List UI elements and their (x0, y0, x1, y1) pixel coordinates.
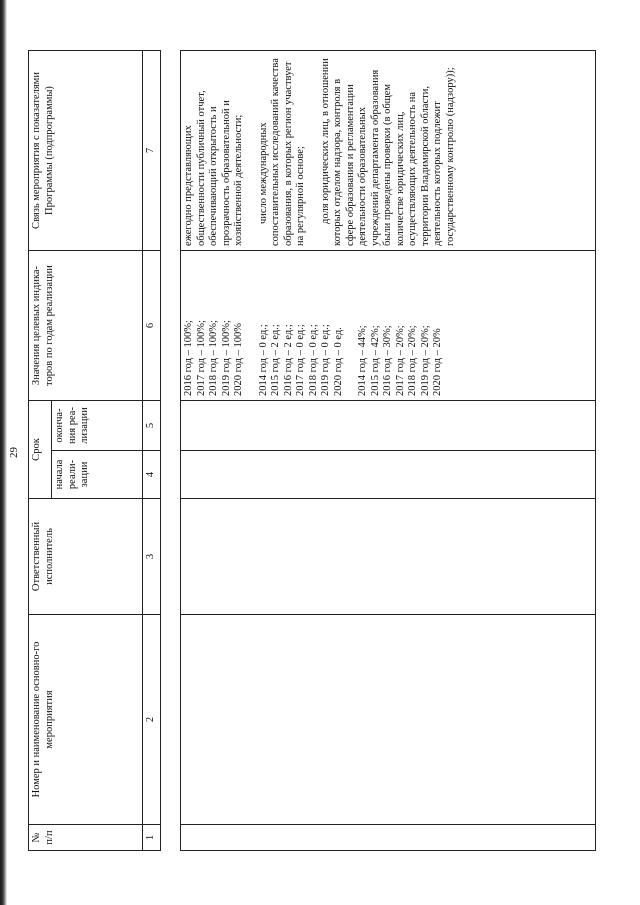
indicator-line: 2016 год – 100%; (183, 320, 194, 396)
indicator-line: 2018 год – 100%; (208, 320, 219, 396)
header-table (28, 50, 161, 851)
header-col-measure: Номер и наименование основно-го мероприятия (29, 615, 143, 825)
cell-indicators (181, 251, 596, 401)
indicator-line: 2019 год – 20%; (419, 325, 431, 396)
page-number: 29 (8, 447, 20, 458)
column-number-3: 3 (143, 499, 161, 615)
column-number-4: 4 (143, 451, 161, 499)
indicator-line: 2017 год – 20%; (394, 325, 406, 396)
indicator-line: 2020 год – 100% (233, 323, 244, 396)
column-number-2: 2 (143, 615, 161, 825)
header-col-number: № п/п (29, 825, 143, 851)
indicator-line: 2019 год – 0 ед.; (320, 324, 331, 396)
header-col-executor: Ответственный исполнитель (29, 499, 143, 615)
header-col-indicators: Значения целевых индика-торов по годам реализации (29, 251, 143, 401)
cell-measure (181, 615, 596, 825)
cell-start (181, 451, 596, 499)
cell-link (181, 51, 596, 251)
link-text-1: ежегодно представляющих общественности публичный отчет, обеспечивающий открытость и прозрачность образовательной и хозяйственной деятельности; (183, 90, 244, 246)
cell-end (181, 401, 596, 451)
indicator-line: 2020 год – 20% (432, 328, 443, 396)
header-col-term: Срок (29, 401, 52, 499)
header-col-link: Связь мероприятия с показателями Программы (подпрограммы) (29, 51, 143, 251)
column-number-1: 1 (143, 825, 161, 851)
indicator-line: 2015 год – 2 ед.; (270, 324, 281, 396)
header-col-start: начала реали-зации (52, 451, 143, 499)
link-text-2: число международных сопоставительных исследований качества образования, в которых регион участвует на регулярной основе; (257, 58, 306, 246)
indicator-line: 2014 год – 0 ед.; (257, 324, 269, 396)
indicator-line: 2020 год – 0 ед. (332, 327, 344, 396)
link-text-3: доля юридических лиц, в отношении которых отделом надзора, контроля в сфере образования и регламентации деятельности образовательных учреждений департамента образования были проведены проверки (в общем количестве юридических лиц, осуществляющих деятельность на территории Владимирской области, деятельность которых подлежит государственному контролю (надзору)); (319, 58, 456, 246)
body-table (180, 50, 596, 851)
cell-number (181, 825, 596, 851)
indicator-line: 2015 год – 42%; (369, 325, 381, 396)
column-number-5: 5 (143, 401, 161, 451)
cell-executor (181, 499, 596, 615)
indicator-line: 2017 год – 0 ед.; (295, 324, 306, 396)
table-row (181, 51, 596, 851)
indicator-line: 2014 год – 44%; (357, 325, 368, 396)
indicator-line: 2016 год – 30%; (382, 325, 393, 396)
header-col-end: оконча-ния реа-лизации (52, 401, 143, 451)
indicator-line: 2018 год – 0 ед.; (307, 324, 319, 396)
indicator-line: 2019 год – 100%; (220, 320, 232, 396)
indicator-line: 2017 год – 100%; (195, 320, 207, 396)
column-number-6: 6 (143, 251, 161, 401)
indicator-line: 2016 год – 2 ед.; (282, 324, 294, 396)
indicator-line: 2018 год – 20%; (407, 325, 418, 396)
column-number-7: 7 (143, 51, 161, 251)
